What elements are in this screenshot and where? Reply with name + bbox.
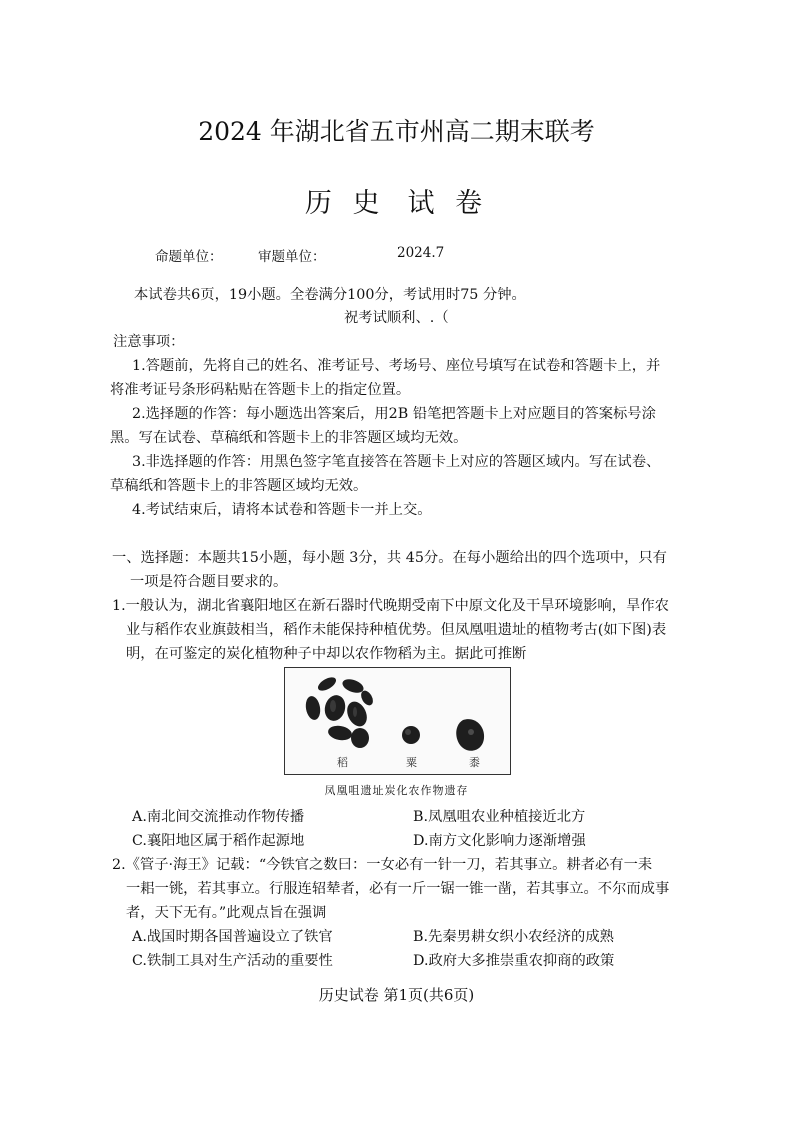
note-1-line-2: 将准考证号条形码粘贴在答题卡上的指定位置。 — [110, 382, 411, 398]
section-heading-line-2: 一项是符合题目要求的。 — [130, 574, 288, 590]
note-3-line-2: 草稿纸和答题卡上的非答题区域均无效。 — [110, 478, 368, 494]
q1-figure — [284, 667, 511, 775]
q1-option-a: A.南北间交流推动作物传播 — [132, 809, 305, 825]
exam-wish: 祝考试顺利、.（ — [344, 310, 449, 326]
page-footer: 历史试卷 第1页(共6页) — [318, 986, 475, 1004]
q1-stem-line-2: 业与稻作农业旗鼓相当，稻作未能保持种植优势。但凤凰咀遗址的植物考古(如下图)表 — [126, 622, 667, 638]
q1-figure-caption: 凤凰咀遗址炭化农作物遗存 — [324, 784, 469, 797]
subject-title-part1: 历 史 — [304, 188, 386, 219]
label-broomcorn: 黍 — [469, 756, 480, 769]
note-2-line-2: 黑。写在试卷、草稿纸和答题卡上的非答题区域均无效。 — [110, 430, 468, 446]
q2-stem-line-2: 一耜一铫，若其事立。行服连轺辇者，必有一斤一锯一锥一凿，若其事立。不尔而成事 — [126, 881, 670, 897]
q2-option-d: D.政府大多推崇重农抑商的政策 — [413, 953, 615, 969]
q2-stem-line-1: 2.《管子·海王》记载：“今铁官之数曰：一女必有一针一刀，若其事立。耕者必有一耒 — [112, 857, 653, 873]
note-3-line-1: 3.非选择题的作答：用黑色签字笔直接答在答题卡上对应的答题区域内。写在试卷、 — [132, 454, 661, 470]
q1-option-b: B.凤凰咀农业种植接近北方 — [413, 809, 586, 825]
q2-stem-line-3: 者，天下无有。”此观点旨在强调 — [126, 905, 327, 921]
note-4-line-1: 4.考试结束后，请将本试卷和答题卡一并上交。 — [132, 502, 432, 518]
q1-stem-line-3: 明，在可鉴定的炭化植物种子中却以农作物稻为主。据此可推断 — [126, 646, 527, 662]
note-2-line-1: 2.选择题的作答：每小题选出答案后，用2B 铅笔把答题卡上对应题目的答案标号涂 — [132, 406, 656, 422]
q2-option-b: B.先秦男耕女织小农经济的成熟 — [413, 929, 614, 945]
exam-date: 2024.7 — [397, 245, 445, 261]
q1-stem-line-1: 1.一般认为，湖北省襄阳地区在新石器时代晚期受南下中原文化及干旱环境影响，旱作农 — [112, 598, 669, 614]
subject-title-part2: 试 卷 — [407, 188, 489, 219]
exam-intro: 本试卷共6页，19小题。全卷满分100分，考试用时75 分钟。 — [134, 287, 526, 303]
unit-label: 命题单位： — [155, 249, 223, 265]
q1-option-d: D.南方文化影响力逐渐增强 — [413, 833, 586, 849]
q1-option-c: C.襄阳地区属于稻作起源地 — [132, 833, 305, 849]
subject-title — [0, 181, 793, 220]
section-heading-line-1: 一、选择题：本题共15小题，每小题 3分，共 45分。在每小题给出的四个选项中，只有 — [112, 550, 667, 566]
notes-heading: 注意事项： — [113, 334, 185, 350]
exam-title: 2024 年湖北省五市州高二期末联考 — [198, 117, 595, 146]
q2-option-a: A.战国时期各国普遍设立了铁官 — [132, 929, 333, 945]
note-1-line-1: 1.答题前，先将自己的姓名、准考证号、考场号、座位号填写在试卷和答题卡上，并 — [132, 358, 661, 374]
q2-option-c: C.铁制工具对生产活动的重要性 — [132, 953, 333, 969]
review-label: 审题单位： — [258, 249, 326, 265]
label-rice: 稻 — [337, 756, 348, 769]
label-millet: 粟 — [406, 756, 417, 769]
